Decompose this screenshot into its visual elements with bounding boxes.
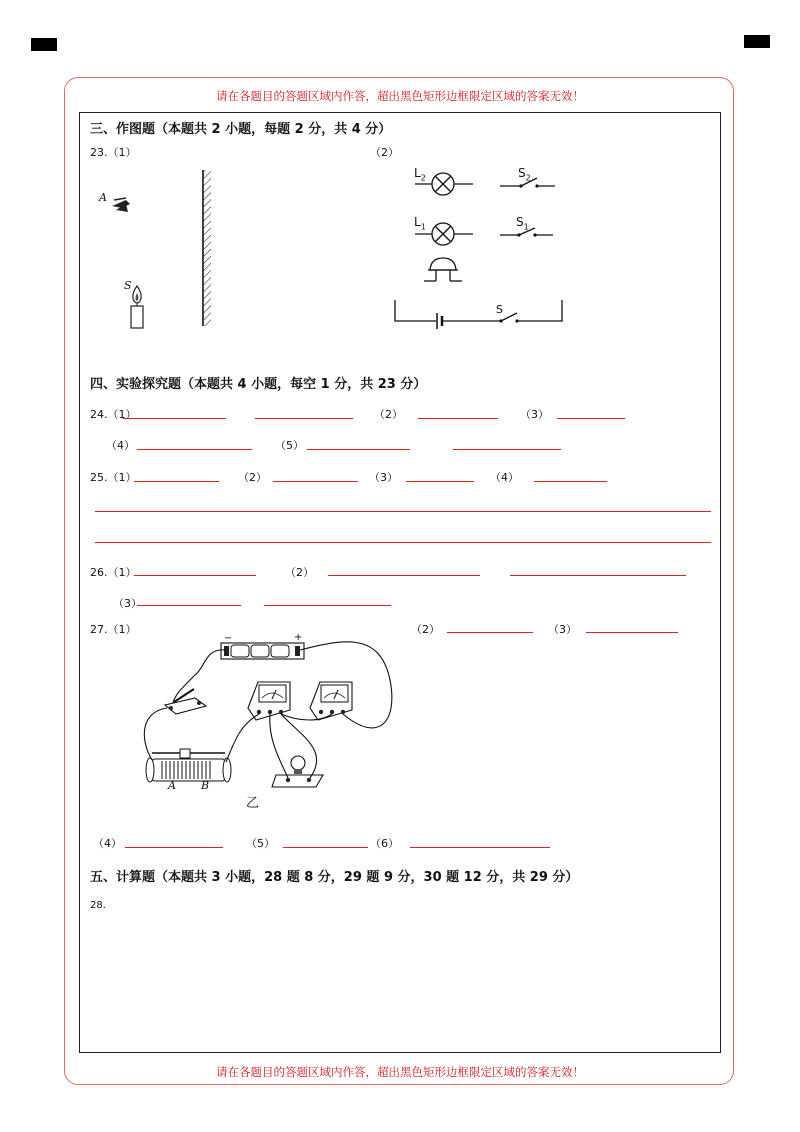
section4-title: 四、实验探究题（本题共 4 小题，每空 1 分，共 23 分） (90, 377, 427, 392)
q25-part2-label: （2） (238, 471, 267, 484)
q25-label: 25.（1） (90, 471, 137, 484)
q24-label: 24.（1） (90, 408, 137, 421)
q24-part2-label: （2） (374, 408, 403, 421)
q27-part6-label: （6） (370, 837, 399, 850)
rheostat-icon (146, 749, 231, 782)
q28-label: 28. (90, 900, 106, 911)
battery-plus-label: + (294, 632, 303, 643)
label-S-main: S (496, 303, 503, 316)
q25-part3-label: （3） (369, 471, 398, 484)
candle-label-S: S (124, 279, 132, 292)
label-S1: $S_1$ (516, 215, 529, 232)
q27-part2-label: （2） (411, 623, 440, 636)
section5-title: 五、计算题（本题共 3 小题，28 题 8 分，29 题 9 分，30 题 12 分，共 29 分） (90, 870, 579, 885)
q24-part5-label: （5） (275, 439, 304, 452)
q27-blank-5[interactable] (283, 847, 368, 848)
battery-pack-icon (221, 643, 304, 659)
q23-label: 23.（1） (90, 146, 137, 159)
q26-part2-label: （2） (285, 566, 314, 579)
q26-label: 26.（1） (90, 566, 137, 579)
label-S2: $S_2$ (518, 166, 531, 183)
meter-left-icon (248, 682, 290, 720)
eye-label-A: A (99, 191, 107, 204)
q27-blank-6[interactable] (410, 847, 550, 848)
section3-title: 三、作图题（本题共 2 小题，每题 2 分，共 4 分） (90, 122, 392, 137)
q25-part4-label: （4） (490, 471, 519, 484)
notice-top: 请在各题目的答题区域内作答，超出黑色矩形边框限定区域的答案无效！ (216, 89, 584, 103)
notice-bottom: 请在各题目的答题区域内作答，超出黑色矩形边框限定区域的答案无效！ (216, 1065, 584, 1079)
rheostat-label-A: A (168, 779, 176, 792)
q28-answer-area[interactable] (90, 918, 710, 1046)
rheostat-label-B: B (201, 779, 210, 792)
label-L2: $L_2$ (414, 166, 426, 183)
label-L1: $L_1$ (414, 215, 426, 232)
q27-part5-label: （5） (246, 837, 275, 850)
q24-part4-label: （4） (106, 439, 135, 452)
knife-switch-icon (165, 689, 206, 714)
q27-part4-label: （4） (93, 837, 122, 850)
q27-blank-4[interactable] (125, 847, 223, 848)
figure-caption: 乙 (246, 796, 260, 811)
q27-label: 27.（1） (90, 623, 137, 636)
q24-part3-label: （3） (520, 408, 549, 421)
battery-minus-label: − (224, 633, 233, 644)
q26-part3-label: （3） (113, 597, 142, 610)
q27-part3-label: （3） (548, 623, 577, 636)
q23-part2-label: （2） (370, 146, 399, 159)
